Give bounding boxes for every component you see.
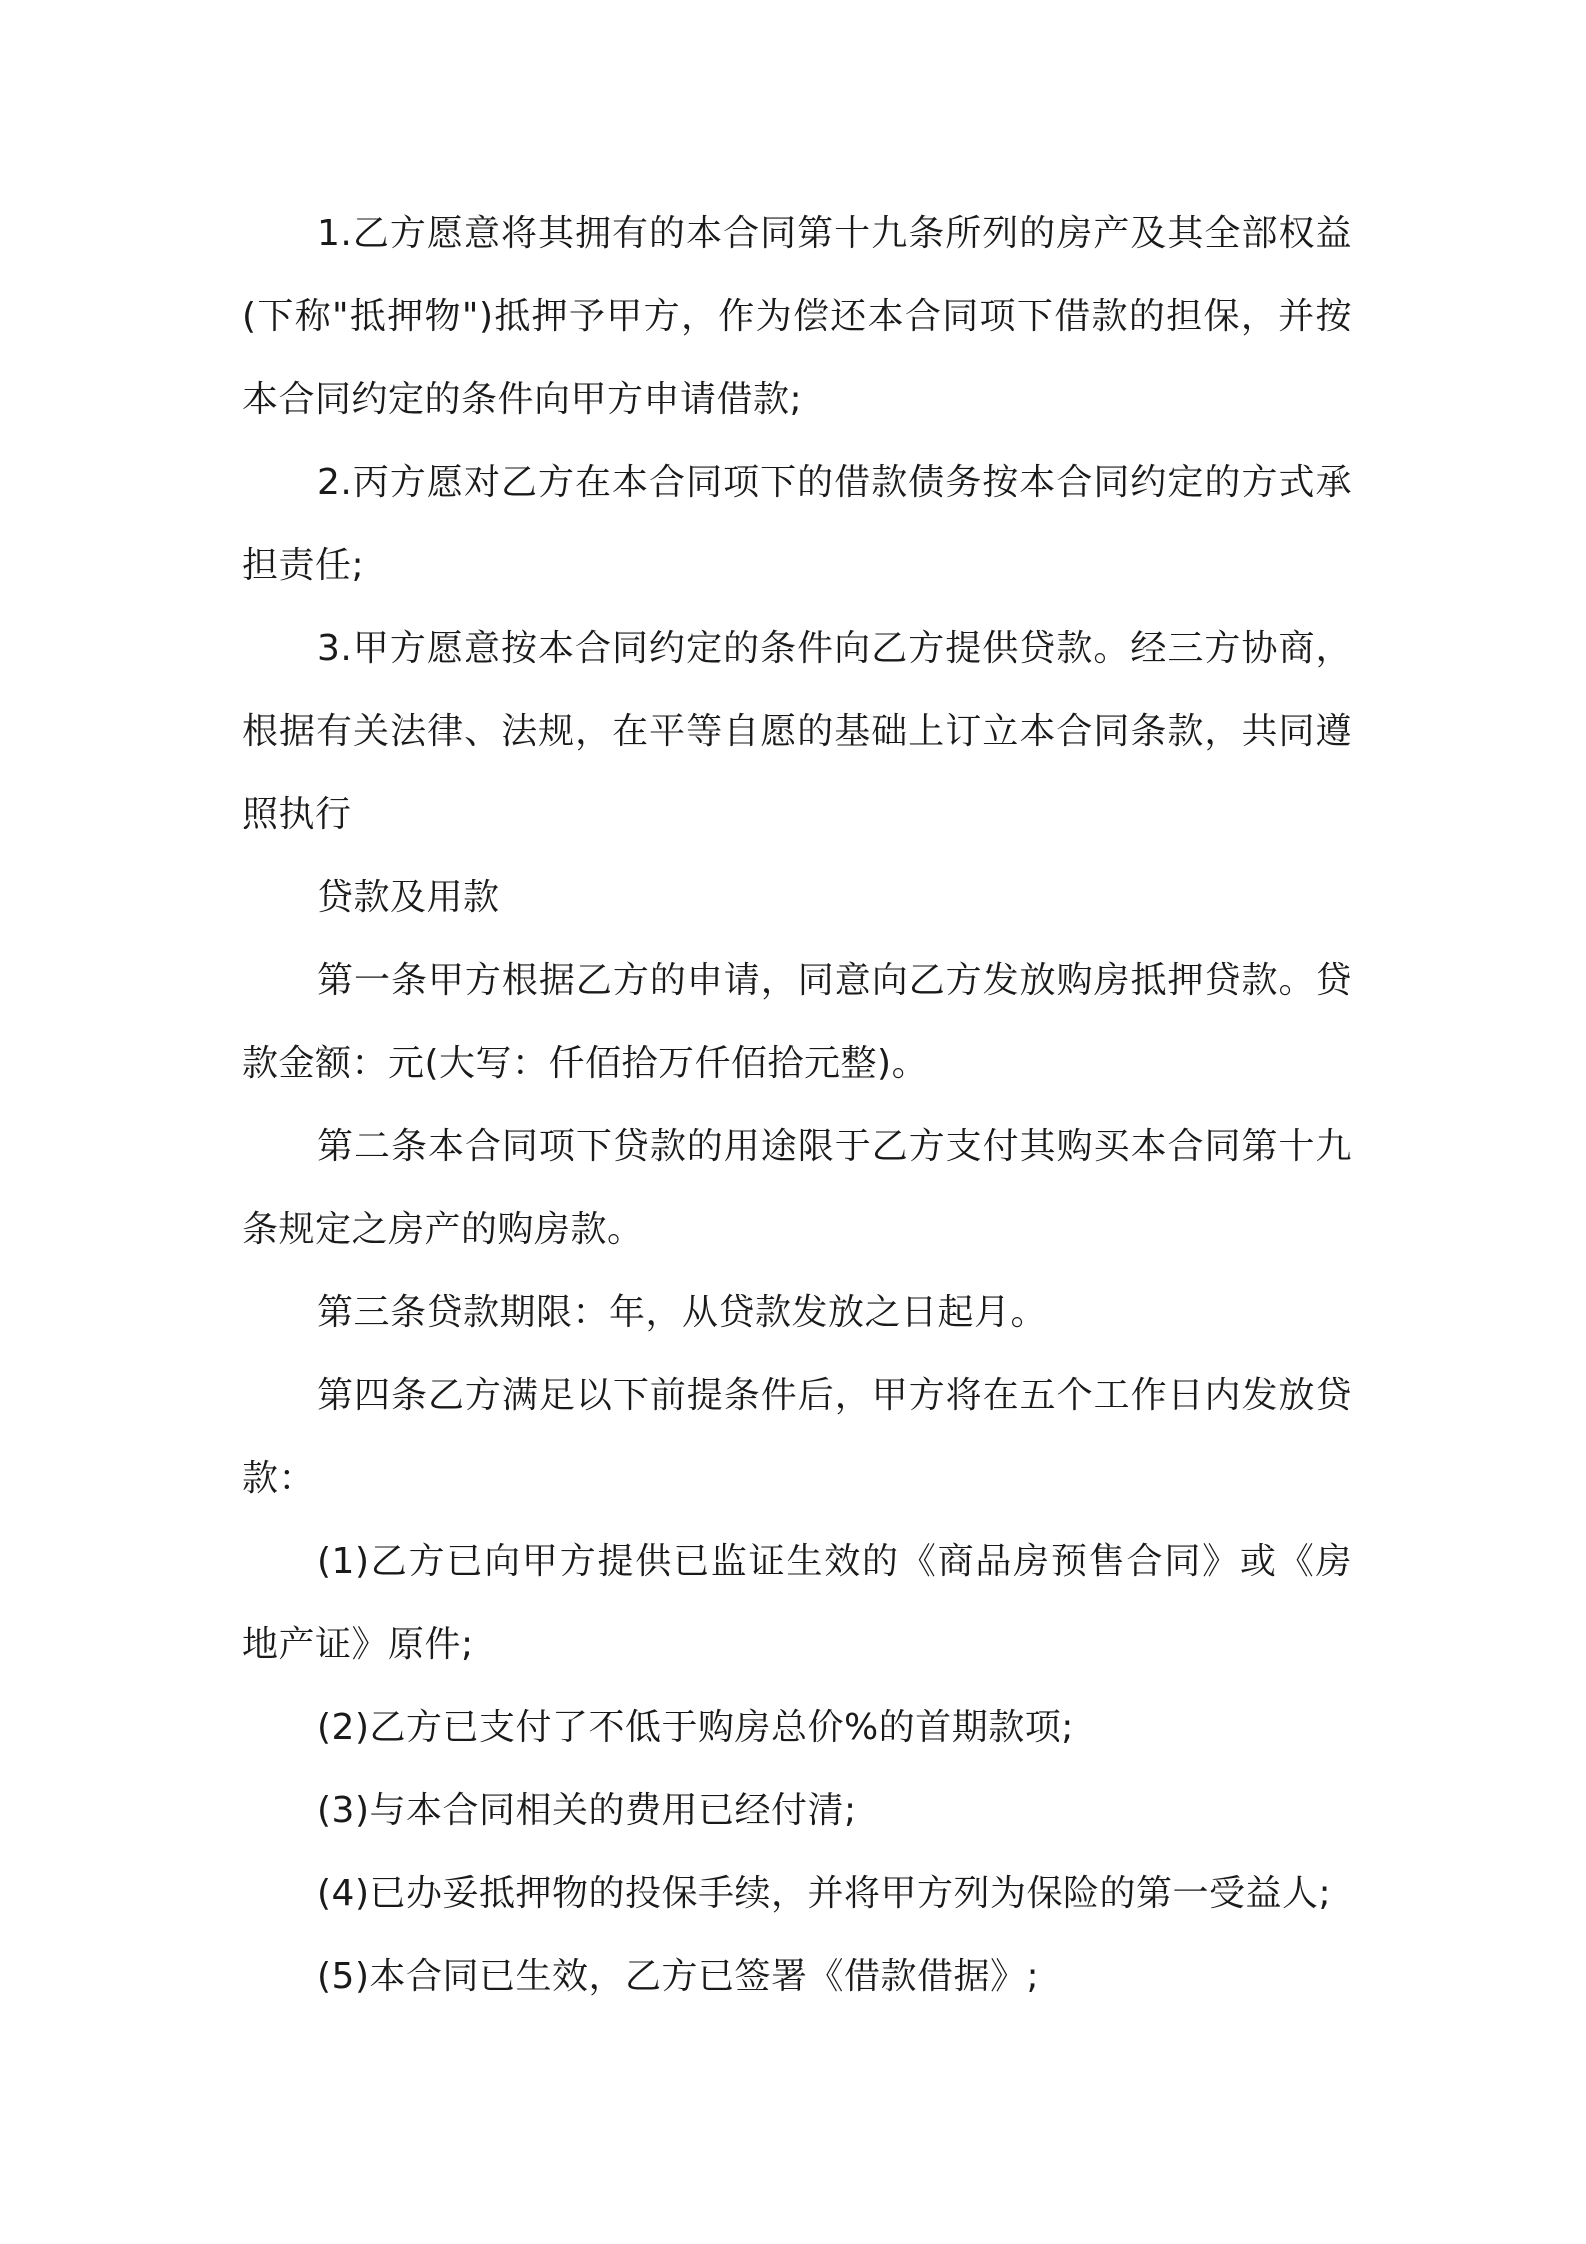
paragraph-article-3: 第三条贷款期限：年，从贷款发放之日起月。 bbox=[317, 1292, 1048, 1333]
paragraph-article-1: 第一条甲方根据乙方的申请，同意向乙方发放购房抵押贷款。贷款金额：元(大写：仟佰拾万仟佰拾元整)。 bbox=[242, 960, 1352, 1084]
list-item-condition-2: (2)乙方已支付了不低于购房总价%的首期款项; bbox=[317, 1707, 1074, 1748]
paragraph-clause-1: 1.乙方愿意将其拥有的本合同第十九条所列的房产及其全部权益(下称"抵押物")抵押予甲方，作为偿还本合同项下借款的担保，并按本合同约定的条件向甲方申请借款; bbox=[242, 213, 1352, 420]
paragraph-article-2: 第二条本合同项下贷款的用途限于乙方支付其购买本合同第十九条规定之房产的购房款。 bbox=[242, 1126, 1352, 1250]
list-item-condition-5: (5)本合同已生效，乙方已签署《借款借据》; bbox=[317, 1956, 1040, 1997]
document-page bbox=[242, 192, 1352, 2018]
list-item-condition-3: (3)与本合同相关的费用已经付清; bbox=[317, 1790, 857, 1831]
paragraph-article-4: 第四条乙方满足以下前提条件后，甲方将在五个工作日内发放贷款： bbox=[242, 1375, 1352, 1499]
section-heading-loan: 贷款及用款 bbox=[317, 877, 500, 918]
paragraph-clause-3: 3.甲方愿意按本合同约定的条件向乙方提供贷款。经三方协商，根据有关法律、法规，在平等自愿的基础上订立本合同条款，共同遵照执行 bbox=[242, 628, 1352, 835]
list-item-condition-1: (1)乙方已向甲方提供已监证生效的《商品房预售合同》或《房地产证》原件; bbox=[242, 1541, 1352, 1665]
paragraph-clause-2: 2.丙方愿对乙方在本合同项下的借款债务按本合同约定的方式承担责任; bbox=[242, 462, 1352, 586]
list-item-condition-4: (4)已办妥抵押物的投保手续，并将甲方列为保险的第一受益人; bbox=[317, 1873, 1332, 1914]
